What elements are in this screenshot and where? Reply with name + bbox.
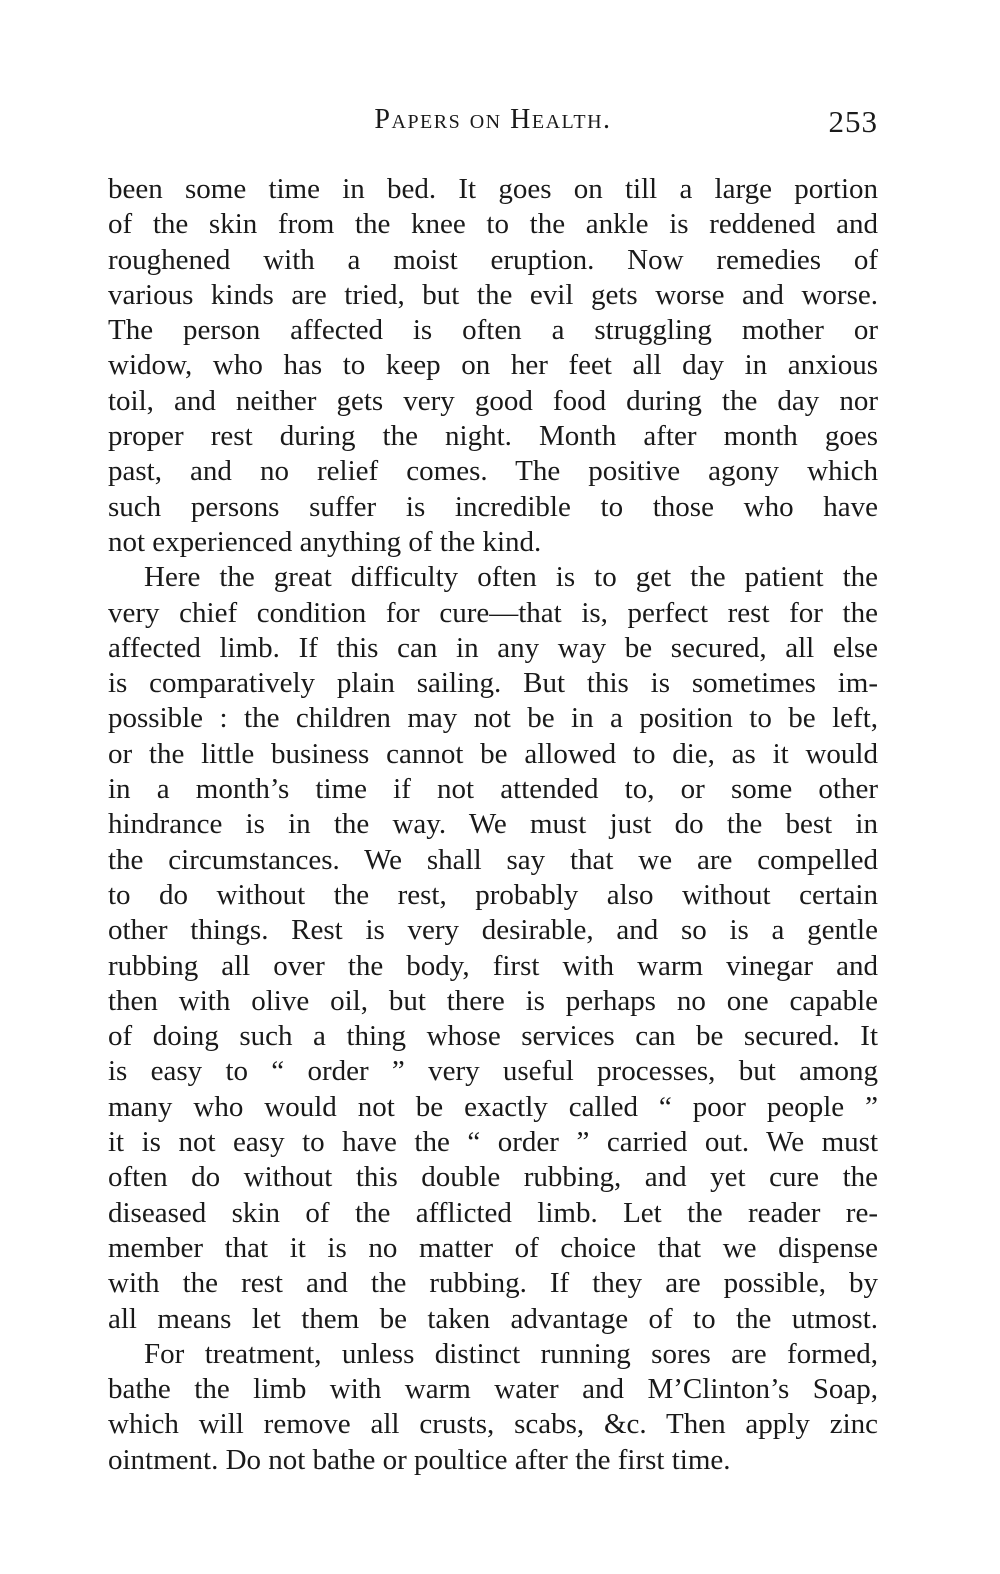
- text-line: been some time in bed. It goes on till a large portion: [108, 173, 878, 205]
- text-line: often do without this double rubbing, and yet cure the: [108, 1161, 878, 1194]
- text-line: other things. Rest is very desirable, and so is a gentle: [108, 914, 878, 947]
- text-line: rubbing all over the body, first with warm vinegar and: [108, 949, 878, 982]
- text-line: The person affected is often a struggling mother or: [108, 314, 878, 347]
- text-line: widow, who has to keep on her feet all day in anxious: [108, 349, 878, 382]
- text-line: all means let them be taken advantage of to the utmost.: [108, 1302, 878, 1335]
- text-line: bathe the limb with warm water and M’Clinton’s Soap,: [108, 1373, 878, 1406]
- text-line: toil, and neither gets very good food during the day nor: [108, 384, 878, 417]
- running-title: Papers on Health.: [374, 104, 612, 135]
- text-line: For treatment, unless distinct running sores are formed,: [144, 1337, 878, 1370]
- text-line: in a month’s time if not attended to, or some other: [108, 773, 878, 806]
- text-line: proper rest during the night. Month after month goes: [108, 420, 878, 453]
- paragraph: [108, 172, 878, 560]
- text-line: roughened with a moist eruption. Now remedies of: [108, 243, 878, 276]
- text-line: possible : the children may not be in a position to be left,: [108, 702, 878, 735]
- text-line: with the rest and the rubbing. If they are possible, by: [108, 1267, 878, 1300]
- text-line: hindrance is in the way. We must just do the best in: [108, 808, 878, 841]
- text-line: it is not easy to have the “ order ” carried out. We must: [108, 1126, 878, 1159]
- text-line: very chief condition for cure—that is, perfect rest for the: [108, 596, 878, 629]
- text-line: not experienced anything of the kind.: [108, 525, 542, 558]
- text-line: diseased skin of the afflicted limb. Let the reader re-: [108, 1196, 878, 1229]
- text-line: of doing such a thing whose services can be secured. It: [108, 1020, 878, 1053]
- paragraph: [108, 1337, 878, 1478]
- text-line: or the little business cannot be allowed to die, as it would: [108, 737, 878, 770]
- page-number: 253: [828, 104, 878, 139]
- text-line: then with olive oil, but there is perhaps no one capable: [108, 984, 878, 1017]
- text-line: many who would not be exactly called “ poor people ”: [108, 1090, 878, 1123]
- body-text: [108, 172, 878, 1478]
- text-line: the circumstances. We shall say that we are compelled: [108, 843, 878, 876]
- text-line: affected limb. If this can in any way be secured, all else: [108, 631, 878, 664]
- text-line: such persons suffer is incredible to those who have: [108, 490, 878, 523]
- text-line: of the skin from the knee to the ankle is reddened and: [108, 208, 878, 241]
- paragraph: [108, 560, 878, 1337]
- text-line: past, and no relief comes. The positive agony which: [108, 455, 878, 488]
- text-line: member that it is no matter of choice that we dispense: [108, 1231, 878, 1264]
- running-head: [108, 104, 878, 144]
- text-line: Here the great difficulty often is to get the patient the: [144, 561, 878, 594]
- text-line: various kinds are tried, but the evil gets worse and worse.: [108, 278, 878, 311]
- text-line: to do without the rest, probably also without certain: [108, 878, 878, 911]
- text-line: which will remove all crusts, scabs, &c. Then apply zinc: [108, 1408, 878, 1441]
- text-line: ointment. Do not bathe or poultice after the first time.: [108, 1443, 731, 1476]
- text-line: is comparatively plain sailing. But this is sometimes im-: [108, 667, 878, 700]
- text-line: is easy to “ order ” very useful processes, but among: [108, 1055, 878, 1088]
